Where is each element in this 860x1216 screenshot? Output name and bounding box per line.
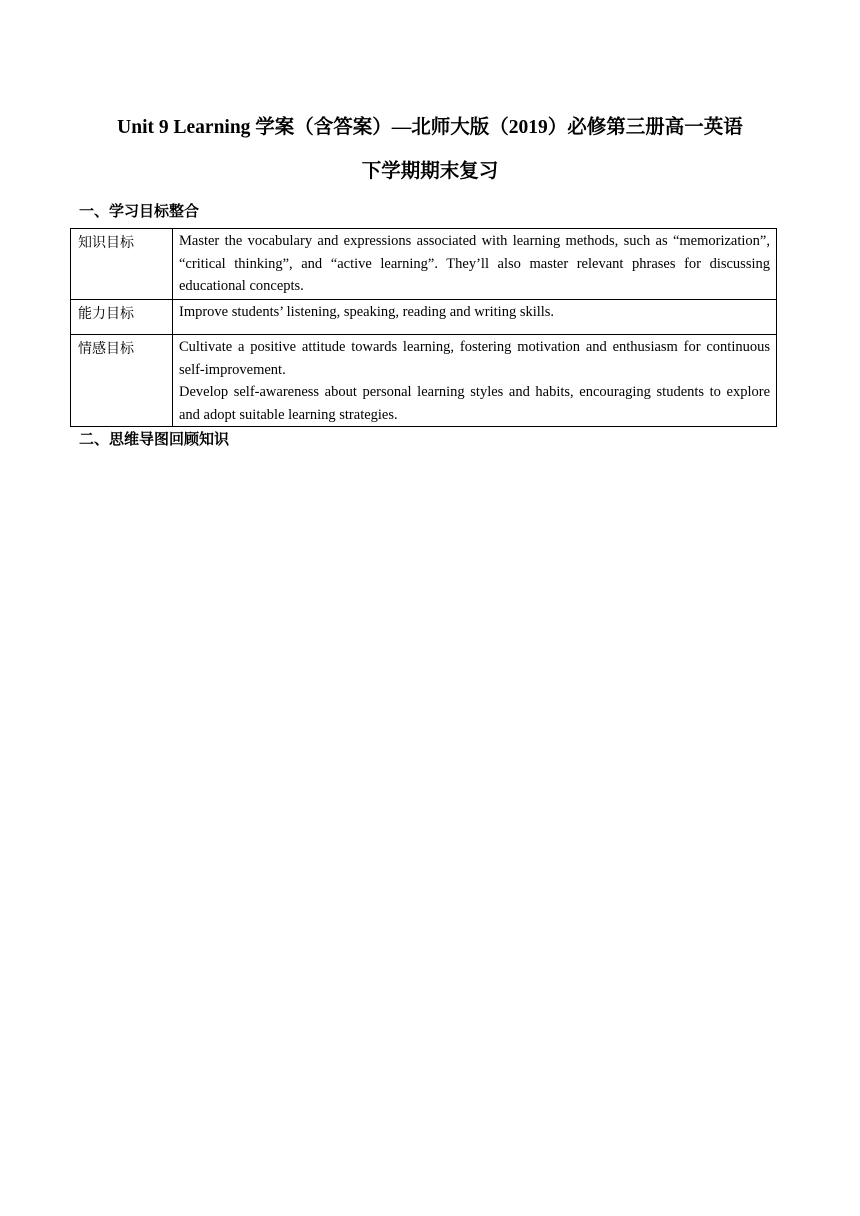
goal-content-knowledge	[173, 229, 777, 300]
goal-paragraph: Master the vocabulary and expressions associated with learning methods, such as “memorization”, “critical thinking”, and “active learning”. They’ll also master relevant phrases for discussing educational concepts.	[179, 233, 770, 294]
goal-content-ability	[173, 300, 777, 335]
goal-paragraph: Cultivate a positive attitude towards learning, fostering motivation and enthusiasm for continuous self-improvement.	[179, 339, 770, 378]
goal-paragraph: Improve students’ listening, speaking, reading and writing skills.	[179, 304, 555, 320]
table-row-emotion-goal	[71, 335, 777, 427]
section-heading-learning-goals: 一、学习目标整合	[79, 202, 200, 220]
document-title-line2: 下学期期末复习	[361, 161, 499, 182]
table-row-ability-goal	[71, 300, 777, 335]
table-row-knowledge-goal	[71, 229, 777, 300]
goal-label-knowledge: 知识目标	[71, 229, 173, 300]
section-heading-mind-map: 二、思维导图回顾知识	[79, 430, 230, 448]
learning-goals-table	[70, 228, 777, 427]
goal-label-ability: 能力目标	[71, 300, 173, 335]
document-title-line1: Unit 9 Learning 学案（含答案）—北师大版（2019）必修第三册高一英语	[117, 117, 743, 138]
goal-paragraph: Develop self-awareness about personal learning styles and habits, encouraging students to explore and adopt suitable learning strategies.	[179, 384, 770, 423]
goal-content-emotion	[173, 335, 777, 427]
goal-label-emotion: 情感目标	[71, 335, 173, 427]
